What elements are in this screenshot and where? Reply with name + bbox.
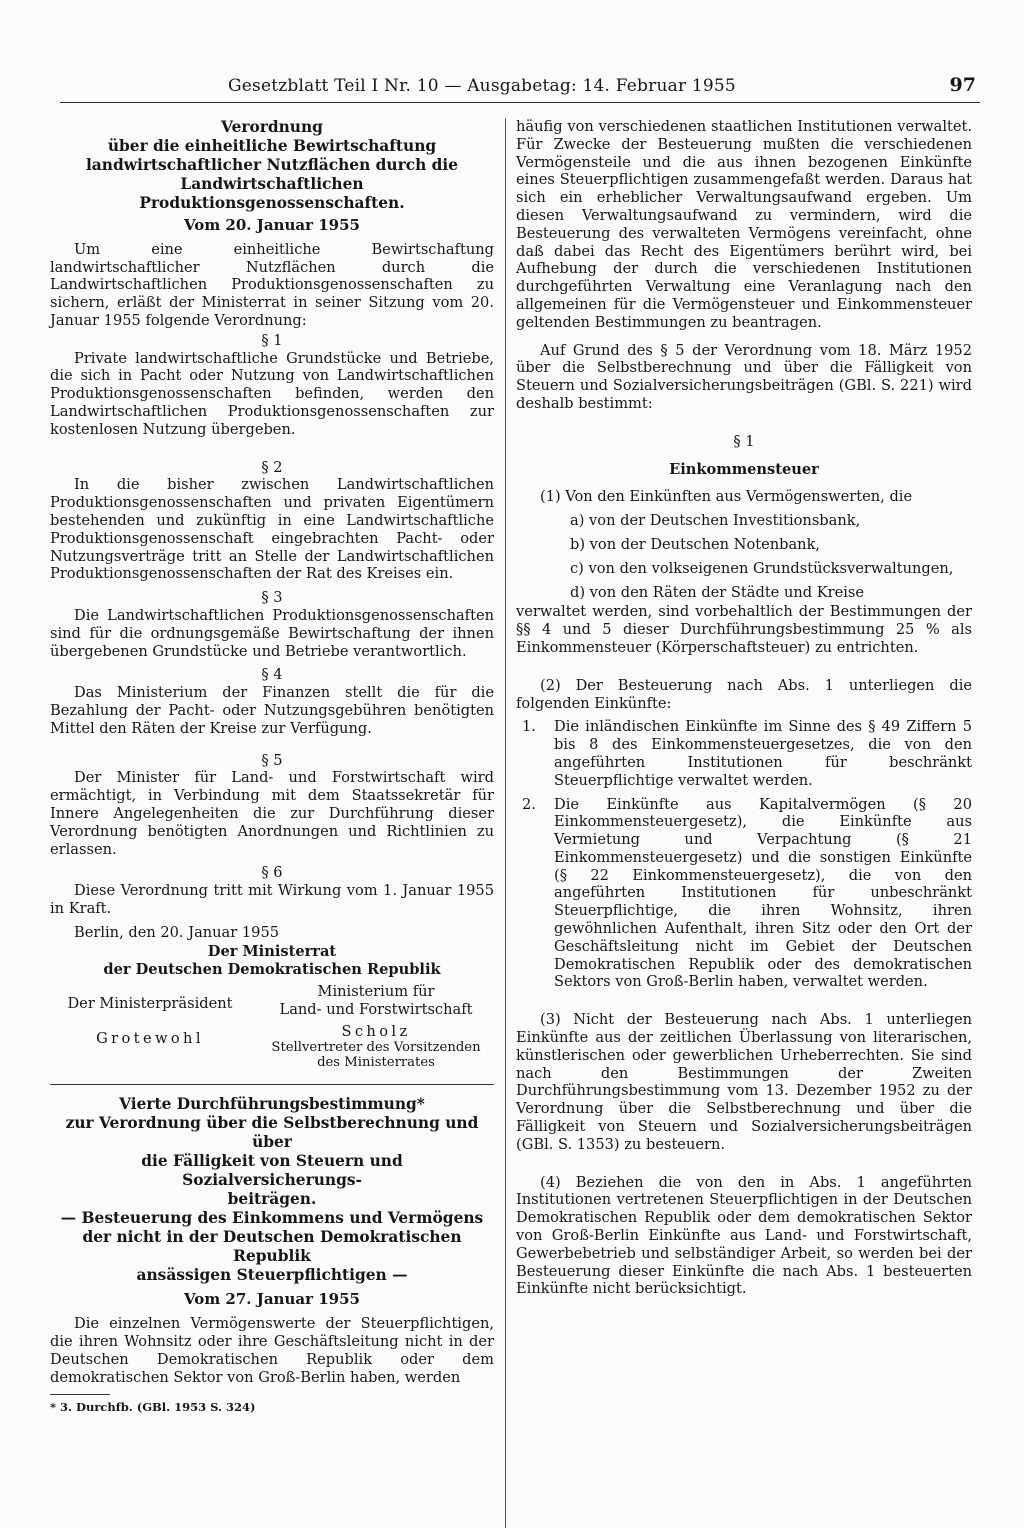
column-divider xyxy=(505,118,506,1528)
regulation-title-line: der nicht in der Deutschen Demokratischen Republik xyxy=(82,1228,462,1266)
regulation-title-line: die Fälligkeit von Steuern und Sozialversicherungs- xyxy=(141,1152,403,1190)
list-item xyxy=(516,536,972,554)
section-text: Die Landwirtschaftlichen Produktionsgenossenschaften sind für die ordnungsgemäße Bewirtschaftung der ihnen übergebenen Grundstücke und Betriebe verantwortlich. xyxy=(50,606,494,660)
regulation-title-line: zur Verordnung über die Selbstberechnung und über xyxy=(65,1114,479,1152)
section-label: § 3 xyxy=(261,589,283,607)
ordinance-title-line: Landwirtschaftlichen Produktionsgenossenschaften. xyxy=(139,175,405,212)
section-text: In die bisher zwischen Landwirtschaftlichen Produktionsgenossenschaften und privaten Eigentümern bestehenden und zukünftig in eine Landwirtschaftliche Produktionsgenossenschaft eingebrachten Pacht- oder Nutzungsverträge tritt an Stelle der Landwirtschaftlichen Produktionsgenossenschaften der Rat des Kreises ein. xyxy=(50,476,494,583)
list-item xyxy=(516,560,972,578)
preamble: Um eine einheitliche Bewirtschaftung landwirtschaftlicher Nutzflächen durch die Landwirtschaftlichen Produktionsgenossenschaften zu sichern, erläßt der Ministerrat in seiner Sitzung vom 20. Januar 1955 folgende Verordnung: xyxy=(50,240,494,329)
left-column xyxy=(50,118,494,1417)
section-label: § 1 xyxy=(261,331,283,349)
paragraph-1-intro: (1) Von den Einkünften aus Vermögenswerten, die xyxy=(540,488,913,506)
page-number: 97 xyxy=(949,74,976,96)
footnote: * 3. Durchfb. (GBl. 1953 S. 324) xyxy=(50,1400,256,1415)
list-item-number: 2. xyxy=(522,795,536,813)
ordinance-title-line: Verordnung xyxy=(221,118,323,136)
signatory-role-line: Land- und Forstwirtschaft xyxy=(279,1000,473,1018)
section-text: Der Minister für Land- und Forstwirtschaft wird ermächtigt, in Verbindung mit dem Staatssekretär für Innere Angelegenheiten die zur Durchführung dieser Verordnung benötigten Anordnungen und Richtlinien zu erlassen. xyxy=(50,769,494,858)
list-item xyxy=(516,512,972,530)
signature-left xyxy=(50,983,250,1070)
section-text: Diese Verordnung tritt mit Wirkung vom 1. Januar 1955 in Kraft. xyxy=(50,882,494,917)
signatory-name: Scholz xyxy=(341,1022,411,1040)
section-separator xyxy=(50,1084,494,1085)
page-header xyxy=(60,76,980,103)
section-label: § 5 xyxy=(261,751,283,769)
regulation-intro: Die einzelnen Vermögenswerte der Steuerpflichtigen, die ihren Wohnsitz oder ihre Geschäftsleitung nicht in der Deutschen Demokratischen Republik oder dem demokratischen Sektor von Groß-Berlin haben, werden xyxy=(50,1315,494,1386)
signatory-subrole-line: Stellvertreter des Vorsitzenden xyxy=(271,1040,481,1056)
list-item xyxy=(516,584,972,602)
signature-right xyxy=(258,983,494,1070)
list-item-number: 1. xyxy=(522,718,536,736)
regulation-title-line: Vierte Durchführungsbestimmung* xyxy=(119,1095,425,1114)
ordinance-title-line: über die einheitliche Bewirtschaftung xyxy=(107,137,437,155)
section-heading: Einkommensteuer xyxy=(669,460,819,478)
paragraph-1-list xyxy=(516,512,972,601)
section-label: § 1 xyxy=(733,432,755,450)
regulation-title-line: beiträgen. xyxy=(227,1190,317,1209)
list-item-text: a) von der Deutschen Investitionsbank, xyxy=(570,512,861,530)
regulation-title-line: — Besteuerung des Einkommens und Vermögens xyxy=(60,1209,484,1228)
right-column xyxy=(516,118,972,1298)
paragraph-4: (4) Beziehen die von den in Abs. 1 angeführten Institutionen vertretenen Steuerpflichtigen in der Deutschen Demokratischen Republik oder dem demokratischen Sektor von Groß-Berlin Einkünfte aus Land- und Forstwirtschaft, Gewerbebetrieb und selbständiger Arbeit, so werden bei der Besteuerung dieser Einkünfte die nach Abs. 1 besteuerten Einkünfte nicht berücksichtigt. xyxy=(516,1173,972,1298)
list-item-text: Die inländischen Einkünfte im Sinne des § 49 Ziffern 5 bis 8 des Einkommensteuergesetzes, die von den angeführten Institutionen für beschränkt Steuerpflichtige verwaltet werden. xyxy=(554,718,972,789)
ordinance-title-line: landwirtschaftlicher Nutzflächen durch die xyxy=(85,156,459,174)
signatory-role: Der Ministerpräsident xyxy=(67,995,233,1013)
section-label: § 4 xyxy=(261,666,283,684)
section-text: Private landwirtschaftliche Grundstücke und Betriebe, die sich in Pacht oder Nutzung von Landwirtschaftlichen Produktionsgenossenschaften befinden, werden den Landwirtschaftlichen Produktionsgenossenschaften zur kostenlosen Nutzung übergeben. xyxy=(50,349,494,438)
paragraph-3: (3) Nicht der Besteuerung nach Abs. 1 unterliegen Einkünfte aus der zeitlichen Überlassung von literarischen, künstlerischen oder gewerblichen Urheberrechten. Sie sind nach den Bestimmungen der Zweiten Durchführungsbestimmung vom 13. Dezember 1952 zu der Verordnung über die Selbstberechnung und über die Fälligkeit von Steuern und Sozialversicherungsbeiträgen (GBl. S. 1353) zu besteuern. xyxy=(516,1011,972,1153)
footnote-separator xyxy=(50,1394,110,1395)
header-title: Gesetzblatt Teil I Nr. 10 — Ausgabetag: 14. Februar 1955 xyxy=(228,76,736,96)
section-text: Das Ministerium der Finanzen stellt die für die Bezahlung der Pacht- oder Nutzungsgebühren benötigten Mittel den Räten der Kreise zur Verfügung. xyxy=(50,684,494,737)
signatory-role-line: Ministerium für xyxy=(317,983,435,1001)
signature-block xyxy=(50,983,494,1070)
place-date: Berlin, den 20. Januar 1955 xyxy=(74,923,280,941)
regulation-title-line: ansässigen Steuerpflichtigen — xyxy=(136,1266,408,1285)
authority-line: der Deutschen Demokratischen Republik xyxy=(103,961,441,979)
regulation-title xyxy=(50,1095,494,1285)
ordinance-date: Vom 20. Januar 1955 xyxy=(184,216,360,234)
authority-line: Der Ministerrat xyxy=(207,943,337,961)
list-item xyxy=(516,718,972,789)
intro-continuation: häufig von verschiedenen staatlichen Institutionen verwaltet. Für Zwecke der Besteuerung mußten die verschiedenen Vermögensteile und die aus ihnen bezogenen Einkünfte eines Steuerpflichtigen zusammengefaßt werden. Daraus hat sich ein erheblicher Verwaltungsaufwand ergeben. Um diesen Verwaltungsaufwand zu vermindern, wird die Besteuerung des verwalteten Vermögens vereinfacht, ohne daß dabei das Recht des Eigentümers berührt wird, bei Aufhebung der durch die verschiedenen Institutionen durchgeführten Verwaltung eine Veranlagung nach den allgemeinen für die Vermögensteuer und Einkommensteuer geltenden Bestimmungen zu beantragen. xyxy=(516,118,972,331)
regulation-date: Vom 27. Januar 1955 xyxy=(184,1290,360,1309)
list-item-text: c) von den volkseigenen Grundstücksverwaltungen, xyxy=(570,559,954,577)
signatory-subrole-line: des Ministerrates xyxy=(317,1055,435,1071)
paragraph-2-intro: (2) Der Besteuerung nach Abs. 1 unterliegen die folgenden Einkünfte: xyxy=(516,676,972,712)
paragraph-1-continuation: verwaltet werden, sind vorbehaltlich der Bestimmungen der §§ 4 und 5 dieser Durchführungsbestimmung 25 % als Einkommensteuer (Körperschaftsteuer) zu entrichten. xyxy=(516,603,972,656)
list-item-text: d) von den Räten der Städte und Kreise xyxy=(570,583,865,601)
section-label: § 2 xyxy=(261,458,283,476)
list-item-text: b) von der Deutschen Notenbank, xyxy=(570,535,821,553)
section-label: § 6 xyxy=(261,864,283,882)
authority xyxy=(50,943,494,979)
signatory-name: Grotewohl xyxy=(96,1029,204,1047)
legal-basis: Auf Grund des § 5 der Verordnung vom 18. März 1952 über die Selbstberechnung und über die Fälligkeit von Steuern und Sozialversicherungsbeiträgen (GBl. S. 221) wird deshalb bestimmt: xyxy=(516,341,972,412)
list-item xyxy=(516,796,972,992)
list-item-text: Die Einkünfte aus Kapitalvermögen (§ 20 Einkommensteuergesetz), die Einkünfte aus Vermietung und Verpachtung (§ 21 Einkommensteuergesetz) und die sonstigen Einkünfte (§ 22 Einkommensteuergesetz), die von den angeführten Institutionen für unbeschränkt Steuerpflichtige, die ihren Wohnsitz, ihren gewöhnlichen Aufenthalt, ihren Sitz oder den Ort der Geschäftsleitung nicht im Gebiet der Deutschen Demokratischen Republik oder des demokratischen Sektors von Groß-Berlin haben, verwaltet werden. xyxy=(554,795,972,991)
ordinance-title xyxy=(50,118,494,213)
